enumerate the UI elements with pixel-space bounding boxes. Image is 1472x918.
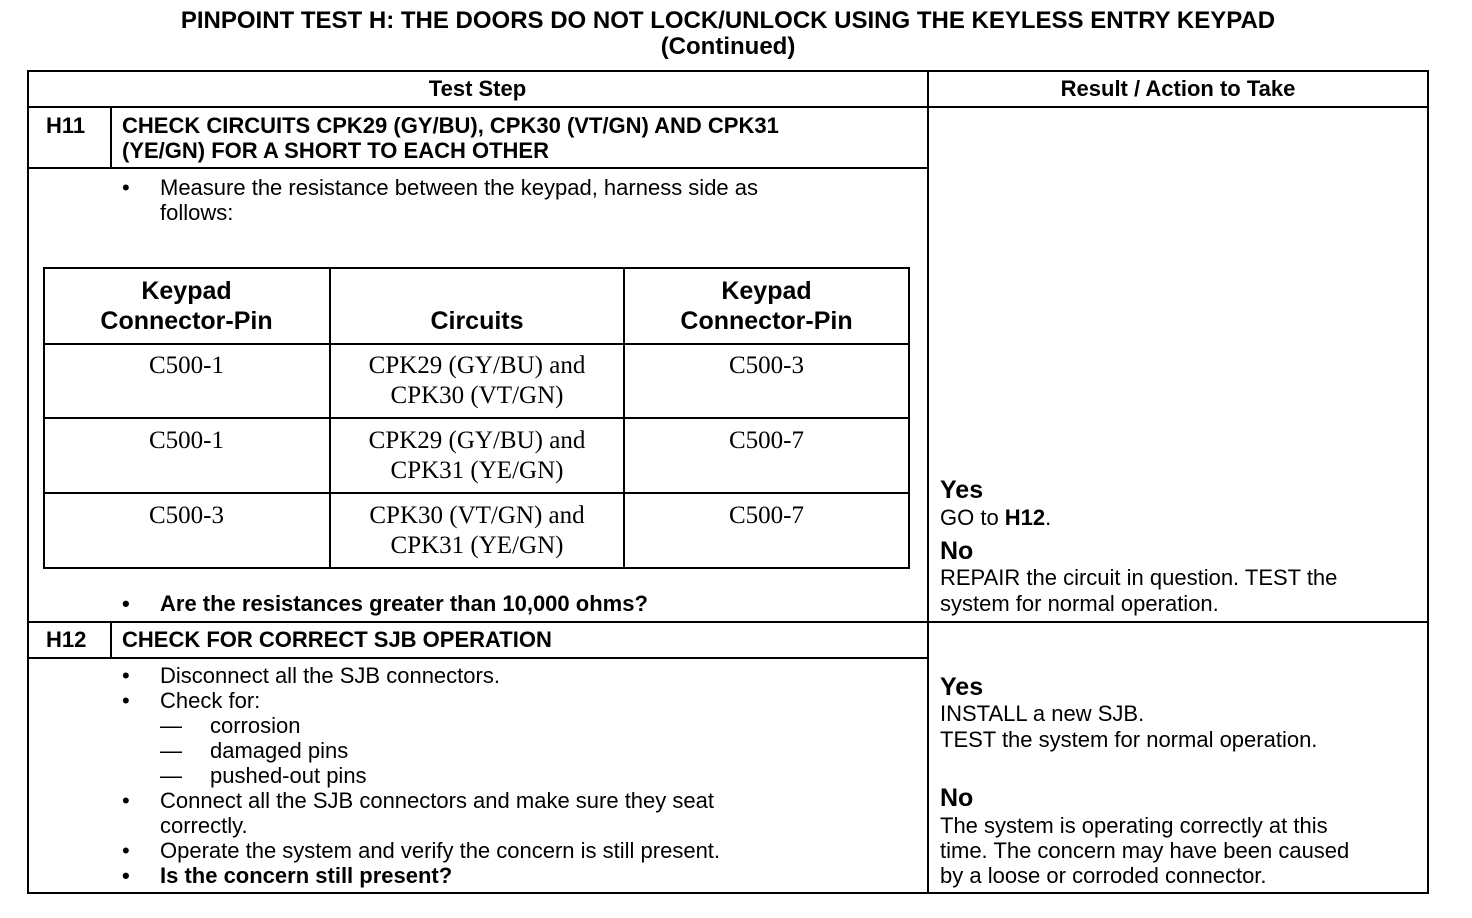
step-line: Operate the system and verify the concern is still present. <box>160 838 721 863</box>
h11-step-text-cont: follows: <box>160 200 234 225</box>
h11-no-action-cont: system for normal operation. <box>940 591 1219 616</box>
dash-icon: — <box>160 763 182 788</box>
h12-no-action-cont2: by a loose or corroded connector. <box>940 863 1267 888</box>
h11-heading-cont: (YE/GN) FOR A SHORT TO EACH OTHER <box>122 138 549 163</box>
pin-cell: C500-3 <box>149 502 224 529</box>
page-title: PINPOINT TEST H: THE DOORS DO NOT LOCK/UNLOCK USING THE KEYLESS ENTRY KEYPAD <box>180 7 1276 34</box>
h11-step-text: Measure the resistance between the keypad, harness side as <box>160 175 759 200</box>
circuits-cell: CPK30 (VT/GN) and CPK31 (YE/GN) <box>369 502 585 559</box>
bullet-icon: • <box>122 663 130 688</box>
h12-no-label: No <box>940 784 974 812</box>
circuits-cell: CPK29 (GY/BU) and CPK30 (VT/GN) <box>368 352 586 409</box>
step-line: Disconnect all the SJB connectors. <box>160 663 500 688</box>
header-result: Result / Action to Take <box>1060 76 1296 101</box>
h11-no-label: No <box>940 537 974 565</box>
h12-yes-action: INSTALL a new SJB. <box>940 701 1145 726</box>
pin-cell: C500-7 <box>729 427 804 454</box>
circuits-cell: CPK29 (GY/BU) and CPK31 (YE/GN) <box>368 427 586 484</box>
page-subtitle: (Continued) <box>660 33 796 60</box>
step-line: corrosion <box>210 713 301 738</box>
bullet-icon: • <box>122 688 130 713</box>
h12-yes-label: Yes <box>940 673 984 701</box>
step-id-h12: H12 <box>46 627 87 652</box>
step-id-h11: H11 <box>46 113 86 138</box>
pin-cell: C500-1 <box>149 352 224 379</box>
bullet-icon: • <box>122 788 130 813</box>
pin-cell: C500-7 <box>729 502 804 529</box>
h11-yes-label: Yes <box>940 476 984 504</box>
link-h12[interactable]: H12 <box>1004 505 1046 530</box>
bullet-icon: • <box>122 591 130 616</box>
dash-icon: — <box>160 738 182 763</box>
step-line: damaged pins <box>210 738 349 763</box>
bullet-icon: • <box>122 838 130 863</box>
h12-question: Is the concern still present? <box>160 863 453 888</box>
h11-yes-action: GO to H12. <box>940 505 1052 530</box>
step-line: pushed-out pins <box>210 763 367 788</box>
col-header-keypad-pin-2: Keypad Connector-Pin <box>680 277 853 335</box>
pin-cell: C500-1 <box>149 427 224 454</box>
dash-icon: — <box>160 713 182 738</box>
col-header-circuits: Circuits <box>430 307 524 335</box>
step-line: Check for: <box>160 688 261 713</box>
h11-question: Are the resistances greater than 10,000 ohms? <box>160 591 648 616</box>
h12-no-action-cont: time. The concern may have been caused <box>940 838 1350 863</box>
h12-heading: CHECK FOR CORRECT SJB OPERATION <box>122 627 552 652</box>
h12-no-action: The system is operating correctly at this <box>940 813 1328 838</box>
h12-yes-action-cont: TEST the system for normal operation. <box>940 727 1318 752</box>
header-test-step: Test Step <box>428 76 527 101</box>
h11-heading: CHECK CIRCUITS CPK29 (GY/BU), CPK30 (VT/GN) AND CPK31 <box>122 113 779 138</box>
bullet-icon: • <box>122 175 130 200</box>
step-line: Connect all the SJB connectors and make sure they seat <box>160 788 714 813</box>
col-header-keypad-pin-1: Keypad Connector-Pin <box>100 277 273 335</box>
pin-cell: C500-3 <box>729 352 804 379</box>
step-line: correctly. <box>160 813 248 838</box>
bullet-icon: • <box>122 863 130 888</box>
h11-no-action: REPAIR the circuit in question. TEST the <box>940 565 1338 590</box>
